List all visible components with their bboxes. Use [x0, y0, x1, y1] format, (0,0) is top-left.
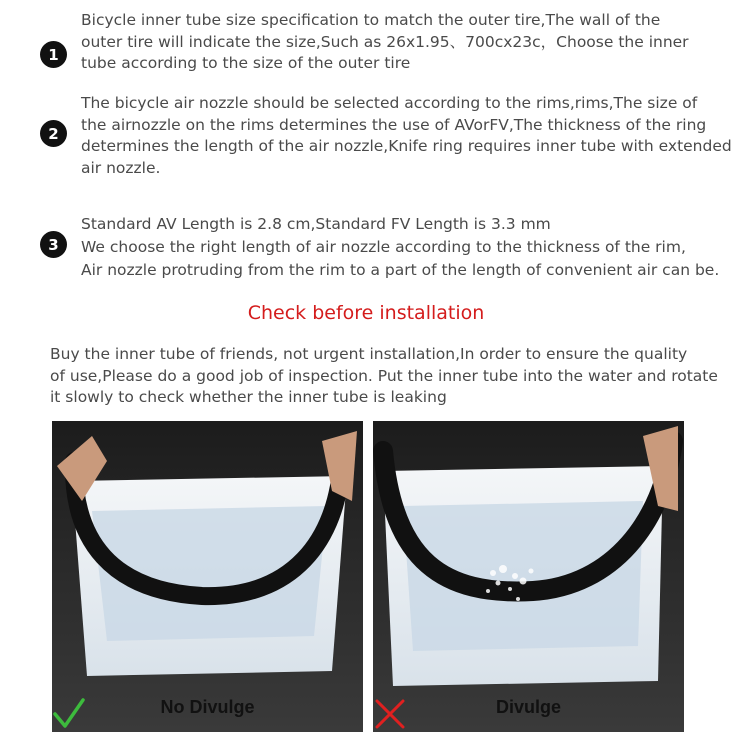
step-line: determines the length of the air nozzle,Knife ring requires inner tube with extended [81, 137, 732, 155]
step-line: air nozzle. [81, 158, 161, 177]
step-line: tube according to the size of the outer tire [81, 54, 411, 72]
photo-caption [52, 697, 363, 718]
step-number-badge: 2 [40, 120, 67, 147]
red-cross-icon [373, 697, 407, 731]
step-text [81, 93, 732, 179]
paragraph-line: Buy the inner tube of friends, not urgent installation,In order to ensure the quality [50, 345, 688, 363]
photo-caption [373, 697, 684, 718]
section-heading: Check before installation [247, 302, 485, 324]
step-line: outer tire will indicate the size,Such as 26x1.95、700cx23c，Choose the inner [81, 32, 689, 51]
paragraph-line: it slowly to check whether the inner tube is leaking [50, 388, 447, 406]
photo-leak [373, 421, 684, 732]
inspection-paragraph [50, 344, 730, 409]
tube-in-water-illustration [52, 421, 363, 732]
step-text [81, 213, 721, 282]
step-number-badge: 3 [40, 231, 67, 258]
step-line: We choose the right length of air nozzle according to the thickness of the rim, [81, 238, 686, 256]
paragraph-line: of use,Please do a good job of inspection. Put the inner tube into the water and rotate [50, 366, 718, 385]
step-line: Bicycle inner tube size specification to match the outer tire,The wall of the [81, 11, 661, 29]
step-text [81, 10, 721, 75]
step-line: The bicycle air nozzle should be selected according to the rims,rims,The size of [81, 94, 698, 112]
tube-in-water-illustration [373, 421, 684, 732]
step-line: the airnozzle on the rims determines the use of AVorFV,The thickness of the ring [81, 115, 707, 134]
green-check-icon [52, 697, 86, 731]
photo-no-leak [52, 421, 363, 732]
step-line: Standard AV Length is 2.8 cm,Standard FV Length is 3.3 mm [81, 215, 551, 233]
caption-text: Divulge [495, 697, 561, 717]
step-line: Air nozzle protruding from the rim to a part of the length of convenient air can be. [81, 261, 720, 279]
caption-text: No Divulge [160, 697, 255, 717]
step-number-badge: 1 [40, 41, 67, 68]
